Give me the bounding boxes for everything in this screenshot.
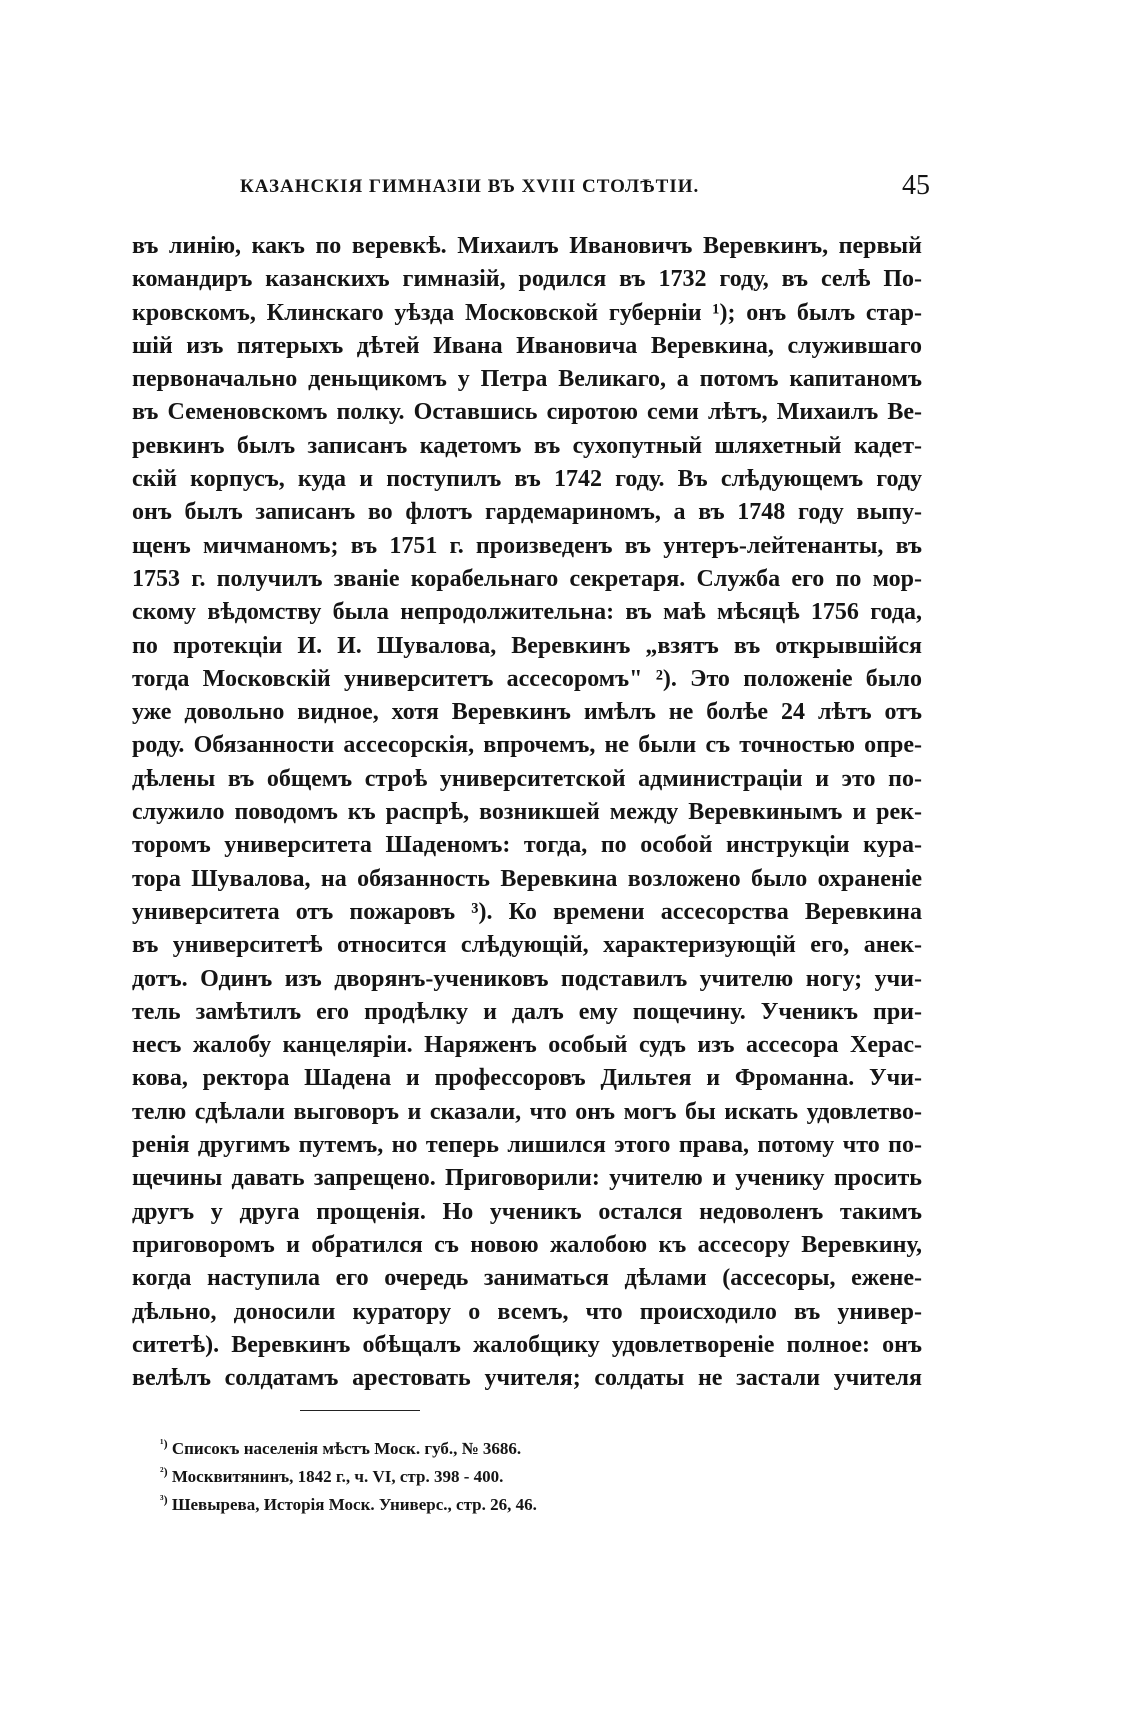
text-line: въ Семеновскомъ полку. Оставшись сиротою семи лѣтъ, Михаилъ Ве- bbox=[132, 399, 922, 426]
text-line: дотъ. Одинъ изъ дворянъ-учениковъ подставилъ учителю ногу; учи- bbox=[132, 965, 922, 992]
text-line: университета отъ пожаровъ ³). Ко времени ассесорства Веревкина bbox=[132, 898, 922, 925]
text-line: роду. Обязанности ассесорскія, впрочемъ, не были съ точностью опре- bbox=[132, 732, 922, 759]
text-line: кова, ректора Шадена и профессоровъ Дильтея и Фроманна. Учи- bbox=[132, 1065, 922, 1092]
text-line: скому вѣдомству была непродолжительна: въ маѣ мѣсяцѣ 1756 года, bbox=[132, 599, 922, 626]
text-line: велѣлъ солдатамъ арестовать учителя; солдаты не застали учителя bbox=[132, 1365, 922, 1392]
text-line: кровскомъ, Клинскаго уѣзда Московской губерніи ¹); онъ былъ стар- bbox=[132, 299, 922, 326]
page-number: 45 bbox=[902, 170, 930, 201]
running-head bbox=[240, 170, 930, 206]
text-line: командиръ казанскихъ гимназій, родился въ 1732 году, въ селѣ По- bbox=[132, 266, 922, 293]
text-line: шій изъ пятерыхъ дѣтей Ивана Ивановича Веревкина, служившаго bbox=[132, 332, 922, 359]
footnote bbox=[160, 1491, 760, 1519]
text-line: телю сдѣлали выговоръ и сказали, что онъ могъ бы искать удовлетво- bbox=[132, 1098, 922, 1125]
footnote-text: Списокъ населенія мѣстъ Моск. губ., № 3686. bbox=[171, 1439, 522, 1458]
footnote-mark: ³) bbox=[160, 1492, 168, 1507]
footnote bbox=[160, 1463, 760, 1491]
text-line: въ линію, какъ по веревкѣ. Михаилъ Ивановичъ Веревкинъ, первый bbox=[132, 233, 922, 259]
text-line: приговоромъ и обратился съ новою жалобою къ ассесору Веревкину, bbox=[132, 1231, 922, 1258]
text-line: въ университетѣ относится слѣдующій, характеризующій его, анек- bbox=[132, 932, 922, 959]
footnote-mark: ¹) bbox=[160, 1436, 168, 1451]
text-line: 1753 г. получилъ званіе корабельнаго секретаря. Служба его по мор- bbox=[132, 565, 922, 592]
footnote-text: Шевырева, Исторія Моск. Универс., стр. 26, 46. bbox=[171, 1495, 537, 1514]
text-line: тогда Московскій университетъ ассесоромъ" ²). Это положеніе было bbox=[132, 665, 922, 692]
footnote bbox=[160, 1435, 760, 1463]
text-line: тора Шувалова, на обязанность Веревкина возложено было охраненіе bbox=[132, 865, 922, 892]
text-line: несъ жалобу канцеляріи. Наряженъ особый судъ изъ ассесора Херас- bbox=[132, 1032, 922, 1059]
text-line: другъ у друга прощенія. Но ученикъ остался недоволенъ такимъ bbox=[132, 1198, 922, 1225]
footnote-separator bbox=[300, 1410, 420, 1411]
text-line: щенъ мичманомъ; въ 1751 г. произведенъ въ унтеръ-лейтенанты, въ bbox=[132, 532, 922, 559]
text-line: щечины давать запрещено. Приговорили: учителю и ученику просить bbox=[132, 1165, 922, 1192]
footnote-text: Москвитянинъ, 1842 г., ч. VI, стр. 398 - 400. bbox=[171, 1467, 504, 1486]
text-line: онъ былъ записанъ во флотъ гардемариномъ, а въ 1748 году выпу- bbox=[132, 499, 922, 526]
text-line: по протекціи И. И. Шувалова, Веревкинъ „взятъ въ открывшійся bbox=[132, 632, 922, 659]
footnote-mark: ²) bbox=[160, 1464, 168, 1479]
text-line: служило поводомъ къ распрѣ, возникшей между Веревкинымъ и рек- bbox=[132, 799, 922, 826]
footnotes bbox=[160, 1435, 760, 1519]
text-line: дѣльно, доносили куратору о всемъ, что происходило въ универ- bbox=[132, 1298, 922, 1325]
text-line: ренія другимъ путемъ, но теперь лишился этого права, потому что по- bbox=[132, 1132, 922, 1159]
text-line: дѣлены въ общемъ строѣ университетской администраціи и это по- bbox=[132, 765, 922, 792]
text-line: уже довольно видное, хотя Веревкинъ имѣлъ не болѣе 24 лѣтъ отъ bbox=[132, 699, 922, 726]
text-line: ситетѣ). Веревкинъ обѣщалъ жалобщику удовлетвореніе полное: онъ bbox=[132, 1331, 922, 1358]
running-title: КАЗАНСКІЯ ГИМНАЗІИ ВЪ XVIII СТОЛѢТІИ. bbox=[240, 176, 700, 197]
body-text bbox=[132, 230, 922, 1395]
text-line: скій корпусъ, куда и поступилъ въ 1742 году. Въ слѣдующемъ году bbox=[132, 466, 922, 493]
text-line: тель замѣтилъ его продѣлку и далъ ему пощечину. Ученикъ при- bbox=[132, 998, 922, 1025]
text-line: ревкинъ былъ записанъ кадетомъ въ сухопутный шляхетный кадет- bbox=[132, 432, 922, 459]
text-line: торомъ университета Шаденомъ: тогда, по особой инструкціи кура- bbox=[132, 832, 922, 859]
text-line: первоначально деньщикомъ у Петра Великаго, а потомъ капитаномъ bbox=[132, 366, 922, 393]
text-line: когда наступила его очередь заниматься дѣлами (ассесоры, еженe- bbox=[132, 1265, 922, 1292]
